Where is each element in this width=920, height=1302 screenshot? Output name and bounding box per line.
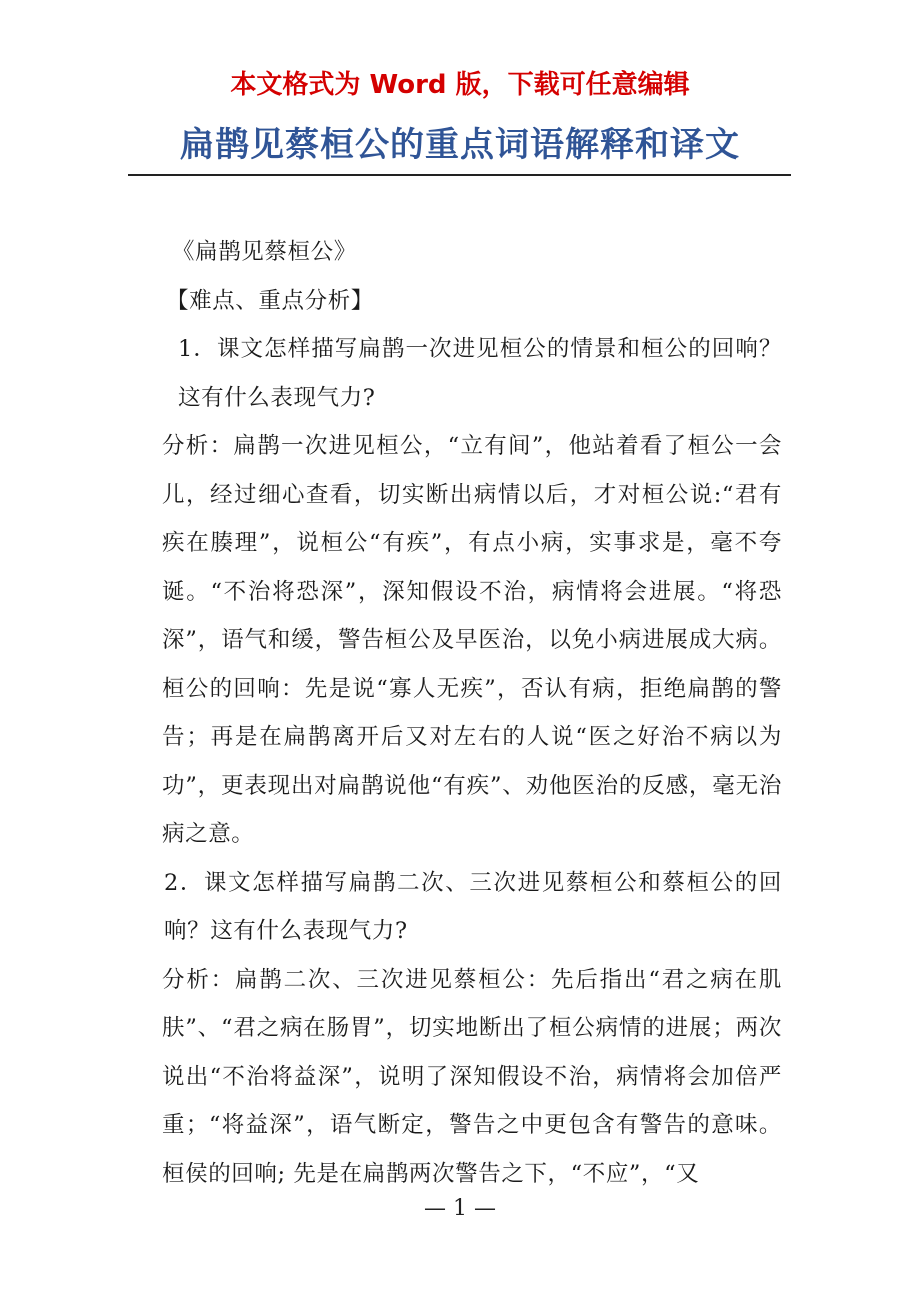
question-2: 2．课文怎样描写扁鹊二次、三次进见蔡桓公和蔡桓公的回响？这有什么表现气力? [164, 869, 782, 944]
format-notice: 本文格式为 Word 版，下载可任意编辑 [230, 70, 690, 100]
answer-1: 分析：扁鹊一次进见桓公，“立有间”，他站着看了桓公一会儿，经过细心查看，切实断出病情以后，才对桓公说:“君有疾在腠理”，说桓公“有疾”，有点小病，实事求是，毫不夸诞。“不治将恐深”，深知假设不治，病情将会进展。“将恐深”，语气和缓，警告桓公及早医治，以免小病进展成大病。 桓公的回响：先是说“寡人无疾”，否认有病，拒绝扁鹊的警告；再是在扁鹊离开后又对左右的人说“医之好治不病以为功”，更表现出对扁鹊说他“有疾”、劝他医治的反感，毫无治病之意。 [162, 433, 782, 847]
title-divider [128, 174, 791, 176]
book-title: 《扁鹊见蔡桓公》 [172, 239, 357, 265]
document-body [142, 228, 782, 1198]
question-1: 1．课文怎样描写扁鹊一次进见桓公的情景和桓公的回响？这有什么表现气力? [178, 336, 782, 411]
page-number: — 1 — [424, 1196, 496, 1221]
document-title: 扁鹊见蔡桓公的重点词语解释和译文 [180, 125, 740, 165]
section-heading: 【难点、重点分析】 [166, 287, 374, 314]
answer-2: 分析：扁鹊二次、三次进见蔡桓公：先后指出“君之病在肌肤”、“君之病在肠胃”，切实地断出了桓公病情的进展；两次说出“不治将益深”，说明了深知假设不治，病情将会加倍严重；“将益深”，语气断定，警告之中更包含有警告的意味。桓侯的回响; 先是在扁鹊两次警告之下，“不应”，“又 [162, 966, 782, 1187]
